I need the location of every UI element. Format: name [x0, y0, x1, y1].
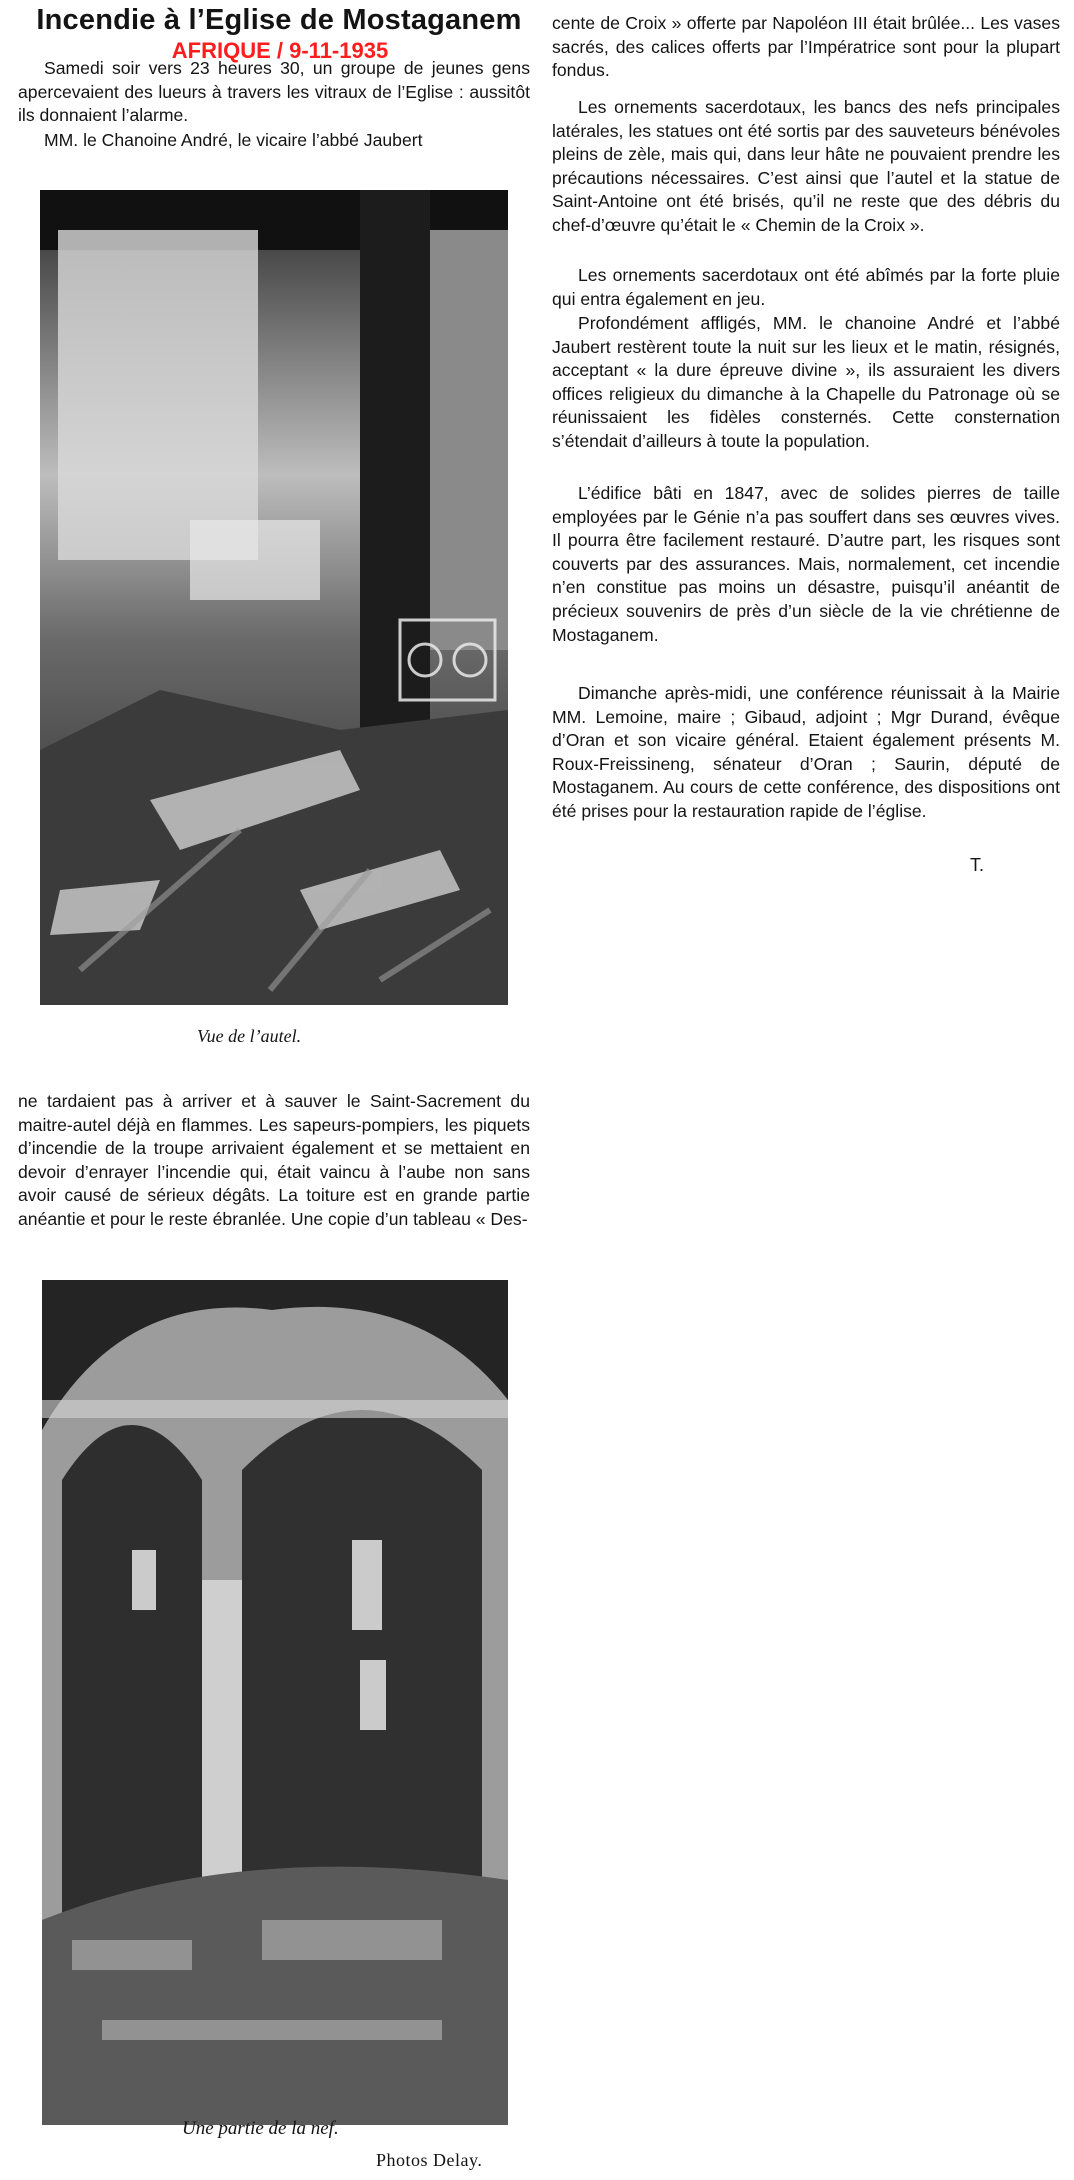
altar-photo-caption: Vue de l’autel. [197, 1026, 302, 1046]
author-signature: T. [970, 855, 985, 875]
left-paragraph-1: Samedi soir vers 23 heures 30, un groupe de jeunes gens apercevaient des lueurs à travers les vitraux de l’Eglise : aussitôt ils donnaient l’alarme. [18, 58, 530, 126]
nave-photo [42, 1280, 508, 2125]
right-paragraph-6: Dimanche après-midi, une conférence réunissait à la Mairie MM. Lemoine, maire ; Gibaud, adjoint ; Mgr Durand, évêque d’Oran et son vicaire général. Etaient également présents M. Roux-Freissineng, sénateur d’Oran ; Saurin, député de Mostaganem. Au cours de cette conférence, des dispositions ont été prises pour la restauration rapide de l’église. [552, 683, 1060, 821]
right-paragraph-2: Les ornements sacerdotaux, les bancs des nefs principales latérales, les statues ont été sortis par des sauveteurs bénévoles pleins de zèle, mais qui, dans leur hâte ne pouvaient prendre les précautions nécessaires. C’est ainsi que l’autel et la statue de Saint-Antoine ont été brisés, qu’il ne reste que des débris du chef-d’œuvre qu’était le « Chemin de la Croix ». [552, 97, 1060, 235]
left-paragraph-3: ne tardaient pas à arriver et à sauver le Saint-Sacrement du maitre-autel déjà en flammes. Les sapeurs-pompiers, les piquets d’incendie de la troupe arrivaient également et se mettaient en devoir d’enrayer l’incendie qui, était vaincu à l’aube non sans avoir causé de sérieux dégâts. La toiture est en grande partie anéantie et pour le reste ébranlée. Une copie d’un tableau « Des- [18, 1091, 530, 1229]
altar-photo [40, 190, 508, 1005]
right-paragraph-5: L’édifice bâti en 1847, avec de solides pierres de taille employées par le Génie n’a pas souffert dans ses œuvres vives. Il pourra être facilement restauré. D’autre part, les risques sont couverts par des assurances. Mais, normalement, cet incendie n’en constitue pas moins un désastre, puisqu’il anéantit de précieux souvenirs de près d’un siècle de la vie chrétienne de Mostaganem. [552, 483, 1060, 645]
right-paragraph-3: Les ornements sacerdotaux ont été abîmés par la forte pluie qui entra également en jeu. [552, 265, 1060, 309]
altar-photo-image [40, 190, 508, 1005]
right-paragraph-4: Profondément affligés, MM. le chanoine André et l’abbé Jaubert restèrent toute la nuit sur les lieux et le matin, résignés, acceptant « la dure épreuve divine », ils assuraient les divers offices religieux du dimanche à la Chapelle du Patronage où se réunissaient les fidèles consternés. Cette consternation s’étendait d’ailleurs à toute la population. [552, 313, 1060, 451]
left-paragraph-2: MM. le Chanoine André, le vicaire l’abbé Jaubert [44, 130, 423, 150]
nave-photo-image [42, 1280, 508, 2125]
article-title: Incendie à l’Eglise de Mostaganem [36, 4, 522, 36]
source-date-stamp: AFRIQUE / 9-11-1935 [171, 38, 389, 63]
photo-credit: Photos Delay. [376, 2150, 483, 2170]
nave-photo-caption: Une partie de la nef. [182, 2118, 339, 2139]
right-paragraph-1: cente de Croix » offerte par Napoléon III était brûlée... Les vases sacrés, des calices offerts par l’Impératrice sont pour la plupart fondus. [552, 13, 1060, 81]
